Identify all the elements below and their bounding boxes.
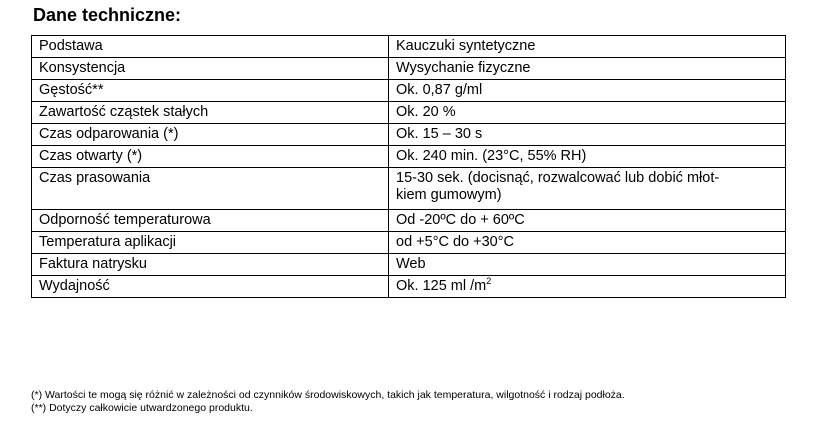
table-row (32, 232, 786, 254)
row-value-line: 15-30 sek. (docisnąć, rozwalcować lub dobić młot- (396, 170, 720, 186)
row-value: Ok. 0,87 g/ml (389, 80, 786, 102)
row-value: Ok. 20 % (389, 102, 786, 124)
table-row (32, 276, 786, 298)
row-label: Czas otwarty (*) (32, 146, 389, 168)
row-value (389, 276, 786, 298)
table-row (32, 58, 786, 80)
row-value: Web (389, 254, 786, 276)
section-heading: Dane techniczne: (33, 5, 182, 25)
row-label: Wydajność (32, 276, 389, 298)
table-row (32, 168, 786, 210)
row-label: Czas odparowania (*) (32, 124, 389, 146)
table-row (32, 124, 786, 146)
table-row (32, 254, 786, 276)
row-value: Kauczuki syntetyczne (389, 36, 786, 58)
row-label: Odporność temperaturowa (32, 210, 389, 232)
table-row (32, 36, 786, 58)
row-label: Gęstość** (32, 80, 389, 102)
row-value-text: Ok. 125 ml /m (396, 278, 487, 294)
row-value: Wysychanie fizyczne (389, 58, 786, 80)
row-value (389, 168, 786, 210)
row-value-line: kiem gumowym) (396, 187, 502, 203)
row-value: od +5°C do +30°C (389, 232, 786, 254)
row-value: Od -20ºC do + 60ºC (389, 210, 786, 232)
row-label: Faktura natrysku (32, 254, 389, 276)
row-label: Temperatura aplikacji (32, 232, 389, 254)
row-label: Konsystencja (32, 58, 389, 80)
row-value: Ok. 240 min. (23°C, 55% RH) (389, 146, 786, 168)
footnote: (*) Wartości te mogą się różnić w zależności od czynników środowiskowych, takich jak temperatura, wilgotność i rodzaj podłoża. (31, 389, 625, 401)
row-value: Ok. 15 – 30 s (389, 124, 786, 146)
unit-superscript: 2 (486, 276, 492, 287)
table-row (32, 102, 786, 124)
footnotes (31, 389, 625, 415)
table-row (32, 80, 786, 102)
technical-data-table (31, 35, 786, 298)
table-row (32, 146, 786, 168)
table-row (32, 210, 786, 232)
row-label: Podstawa (32, 36, 389, 58)
row-label: Czas prasowania (32, 168, 389, 210)
footnote: (**) Dotyczy całkowicie utwardzonego produktu. (31, 402, 253, 414)
row-label: Zawartość cząstek stałych (32, 102, 389, 124)
